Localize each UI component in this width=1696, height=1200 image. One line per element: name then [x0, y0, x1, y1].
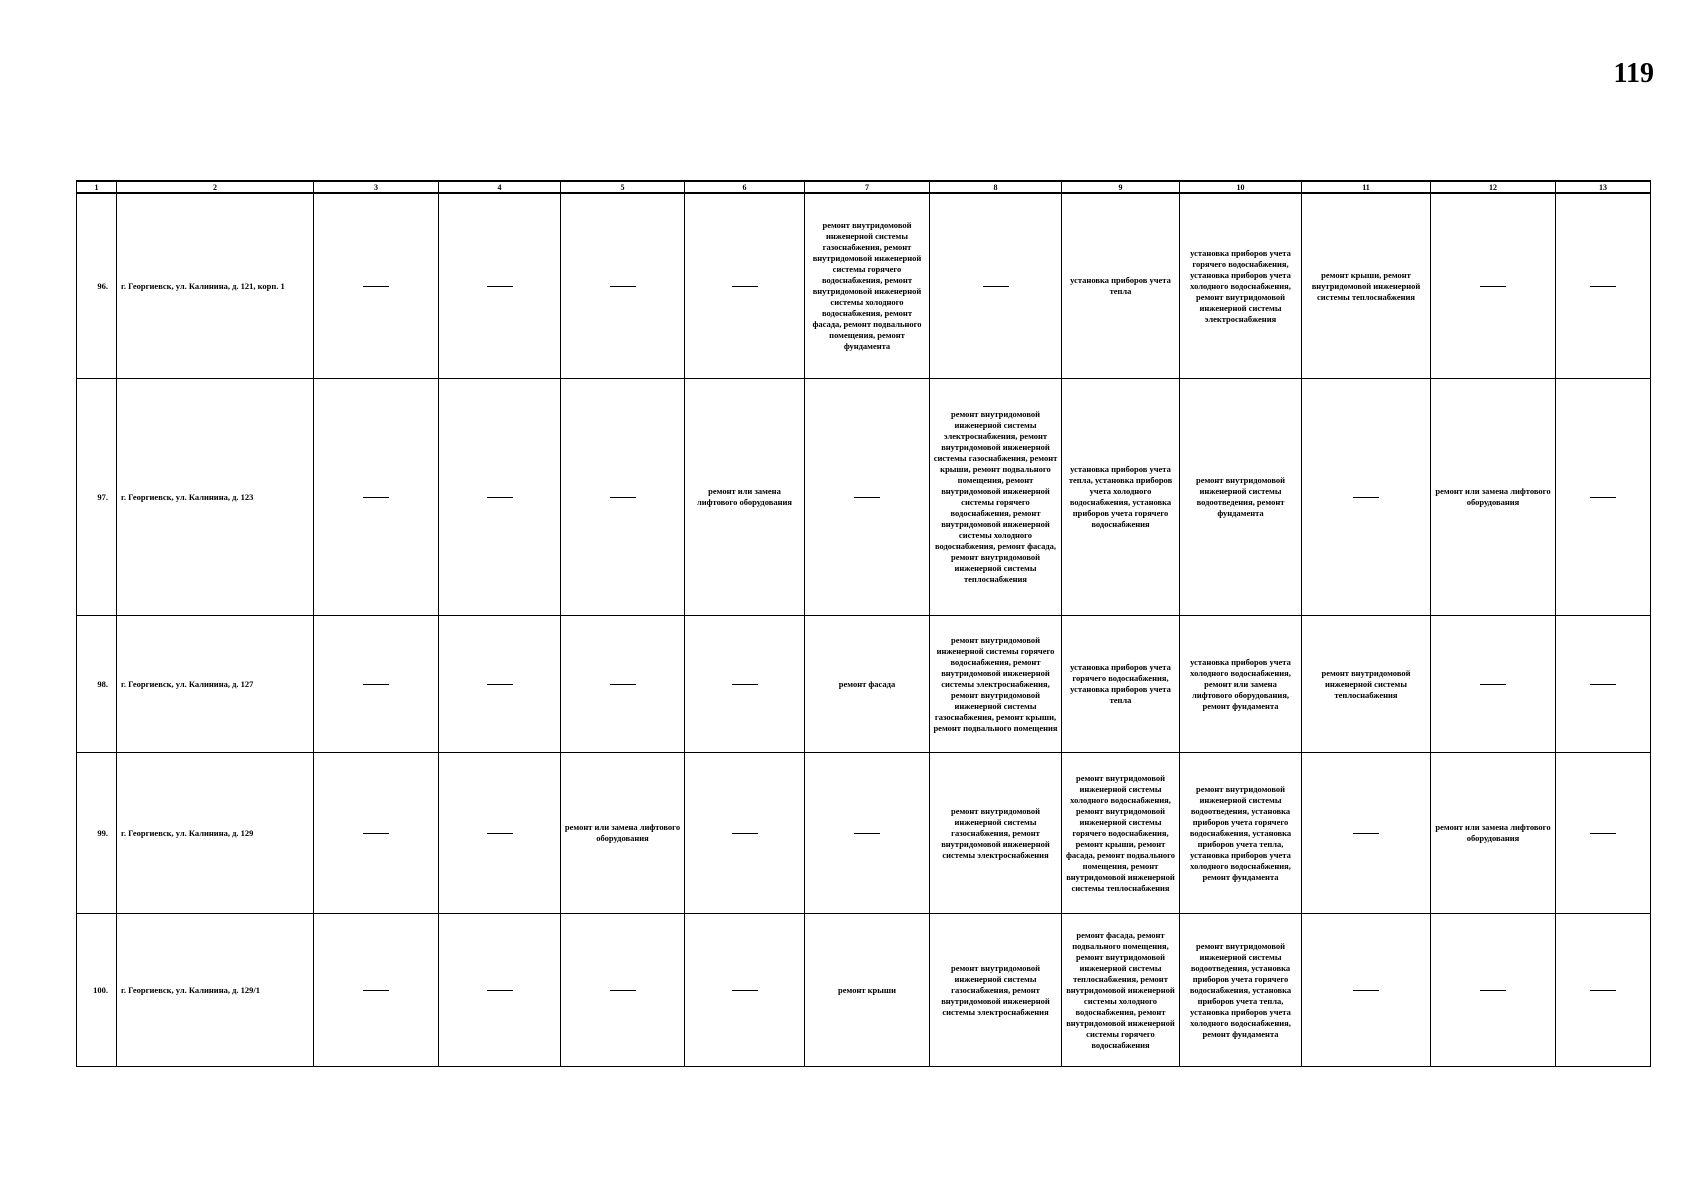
dash-mark	[487, 833, 513, 834]
dash-mark	[732, 286, 758, 287]
empty-cell	[314, 616, 439, 753]
empty-cell	[1556, 616, 1651, 753]
page-number: 119	[1613, 58, 1654, 89]
column-header: 11	[1302, 181, 1431, 193]
column-header: 10	[1180, 181, 1302, 193]
empty-cell	[1302, 914, 1431, 1067]
empty-cell	[1556, 193, 1651, 379]
repair-schedule-table	[76, 180, 1651, 1067]
work-cell: ремонт или замена лифтового оборудования	[1431, 379, 1556, 616]
dash-mark	[1353, 833, 1379, 834]
address-cell: г. Георгиевск, ул. Калинина, д. 127	[117, 616, 314, 753]
dash-mark	[854, 833, 880, 834]
row-number: 100.	[77, 914, 117, 1067]
dash-mark	[487, 286, 513, 287]
work-cell: установка приборов учета тепла, установка приборов учета холодного водоснабжения, установка приборов учета горячего водоснабжения	[1062, 379, 1180, 616]
work-cell: ремонт внутридомовой инженерной системы газоснабжения, ремонт внутридомовой инженерной системы электроснабжения	[930, 753, 1062, 914]
work-cell: ремонт внутридомовой инженерной системы водоотведения, установка приборов учета горячего водоснабжения, установка приборов учета тепла, установка приборов учета холодного водоснабжения, ремонт фундамента	[1180, 753, 1302, 914]
work-cell: ремонт внутридомовой инженерной системы электроснабжения, ремонт внутридомовой инженерной системы газоснабжения, ремонт крыши, ремонт подвального помещения, ремонт внутридомовой инженерной системы горячего водоснабжения, ремонт внутридомовой инженерной системы холодного водоснабжения, ремонт фасада, ремонт внутридомовой инженерной системы теплоснабжения	[930, 379, 1062, 616]
dash-mark	[610, 990, 636, 991]
column-number-header	[77, 181, 1651, 193]
dash-mark	[1353, 497, 1379, 498]
column-header: 7	[805, 181, 930, 193]
column-header: 9	[1062, 181, 1180, 193]
work-cell: ремонт крыши, ремонт внутридомовой инженерной системы теплоснабжения	[1302, 193, 1431, 379]
dash-mark	[363, 286, 389, 287]
work-cell: ремонт или замена лифтового оборудования	[1431, 753, 1556, 914]
work-cell: установка приборов учета холодного водоснабжения, ремонт или замена лифтового оборудования, ремонт фундамента	[1180, 616, 1302, 753]
dash-mark	[732, 990, 758, 991]
empty-cell	[1556, 379, 1651, 616]
work-cell: ремонт фасада	[805, 616, 930, 753]
empty-cell	[685, 193, 805, 379]
column-header: 3	[314, 181, 439, 193]
dash-mark	[983, 286, 1009, 287]
dash-mark	[610, 286, 636, 287]
dash-mark	[854, 497, 880, 498]
empty-cell	[1556, 914, 1651, 1067]
empty-cell	[314, 379, 439, 616]
empty-cell	[685, 616, 805, 753]
dash-mark	[1590, 497, 1616, 498]
empty-cell	[314, 753, 439, 914]
work-cell: ремонт или замена лифтового оборудования	[685, 379, 805, 616]
work-cell: ремонт крыши	[805, 914, 930, 1067]
empty-cell	[805, 753, 930, 914]
column-header: 4	[439, 181, 561, 193]
address-cell: г. Георгиевск, ул. Калинина, д. 129	[117, 753, 314, 914]
dash-mark	[1353, 990, 1379, 991]
empty-cell	[561, 914, 685, 1067]
empty-cell	[1556, 753, 1651, 914]
work-cell: ремонт внутридомовой инженерной системы холодного водоснабжения, ремонт внутридомовой инженерной системы горячего водоснабжения, ремонт крыши, ремонт фасада, ремонт подвального помещения, ремонт внутридомовой инженерной системы теплоснабжения	[1062, 753, 1180, 914]
work-cell: ремонт внутридомовой инженерной системы водоотведения, ремонт фундамента	[1180, 379, 1302, 616]
empty-cell	[1431, 616, 1556, 753]
dash-mark	[363, 497, 389, 498]
column-header: 6	[685, 181, 805, 193]
dash-mark	[610, 497, 636, 498]
work-cell: ремонт или замена лифтового оборудования	[561, 753, 685, 914]
dash-mark	[1590, 286, 1616, 287]
row-number: 96.	[77, 193, 117, 379]
empty-cell	[805, 379, 930, 616]
dash-mark	[1480, 684, 1506, 685]
column-header: 2	[117, 181, 314, 193]
table-row	[77, 379, 1651, 616]
work-cell: установка приборов учета горячего водоснабжения, установка приборов учета холодного водоснабжения, ремонт внутридомовой инженерной системы электроснабжения	[1180, 193, 1302, 379]
dash-mark	[1590, 990, 1616, 991]
address-cell: г. Георгиевск, ул. Калинина, д. 129/1	[117, 914, 314, 1067]
table-row	[77, 753, 1651, 914]
dash-mark	[487, 990, 513, 991]
work-cell: установка приборов учета горячего водоснабжения, установка приборов учета тепла	[1062, 616, 1180, 753]
dash-mark	[732, 684, 758, 685]
empty-cell	[1302, 753, 1431, 914]
empty-cell	[439, 379, 561, 616]
dash-mark	[610, 684, 636, 685]
table-row	[77, 616, 1651, 753]
column-header: 5	[561, 181, 685, 193]
dash-mark	[1590, 833, 1616, 834]
empty-cell	[561, 379, 685, 616]
column-header: 8	[930, 181, 1062, 193]
row-number: 99.	[77, 753, 117, 914]
empty-cell	[685, 914, 805, 1067]
empty-cell	[930, 193, 1062, 379]
work-cell: ремонт внутридомовой инженерной системы горячего водоснабжения, ремонт внутридомовой инженерной системы электроснабжения, ремонт внутридомовой инженерной системы газоснабжения, ремонт крыши, ремонт подвального помещения	[930, 616, 1062, 753]
empty-cell	[314, 914, 439, 1067]
table-row	[77, 193, 1651, 379]
dash-mark	[732, 833, 758, 834]
empty-cell	[314, 193, 439, 379]
empty-cell	[1431, 193, 1556, 379]
dash-mark	[363, 684, 389, 685]
dash-mark	[1480, 990, 1506, 991]
empty-cell	[439, 753, 561, 914]
work-cell: ремонт внутридомовой инженерной системы водоотведения, установка приборов учета горячего водоснабжения, установка приборов учета тепла, установка приборов учета холодного водоснабжения, ремонт фундамента	[1180, 914, 1302, 1067]
column-header: 1	[77, 181, 117, 193]
work-cell: ремонт внутридомовой инженерной системы теплоснабжения	[1302, 616, 1431, 753]
empty-cell	[561, 193, 685, 379]
dash-mark	[1480, 286, 1506, 287]
dash-mark	[363, 833, 389, 834]
column-header: 13	[1556, 181, 1651, 193]
empty-cell	[439, 914, 561, 1067]
dash-mark	[487, 497, 513, 498]
empty-cell	[685, 753, 805, 914]
address-cell: г. Георгиевск, ул. Калинина, д. 123	[117, 379, 314, 616]
empty-cell	[439, 616, 561, 753]
table-row	[77, 914, 1651, 1067]
work-cell: установка приборов учета тепла	[1062, 193, 1180, 379]
work-cell: ремонт внутридомовой инженерной системы газоснабжения, ремонт внутридомовой инженерной системы электроснабжения	[930, 914, 1062, 1067]
empty-cell	[1302, 379, 1431, 616]
address-cell: г. Георгиевск, ул. Калинина, д. 121, корп. 1	[117, 193, 314, 379]
row-number: 97.	[77, 379, 117, 616]
empty-cell	[439, 193, 561, 379]
work-cell: ремонт внутридомовой инженерной системы газоснабжения, ремонт внутридомовой инженерной системы горячего водоснабжения, ремонт внутридомовой инженерной системы холодного водоснабжения, ремонт фасада, ремонт подвального помещения, ремонт фундамента	[805, 193, 930, 379]
dash-mark	[363, 990, 389, 991]
column-header: 12	[1431, 181, 1556, 193]
dash-mark	[1590, 684, 1616, 685]
dash-mark	[487, 684, 513, 685]
row-number: 98.	[77, 616, 117, 753]
work-cell: ремонт фасада, ремонт подвального помещения, ремонт внутридомовой инженерной системы теплоснабжения, ремонт внутридомовой инженерной системы холодного водоснабжения, ремонт внутридомовой инженерной системы горячего водоснабжения	[1062, 914, 1180, 1067]
empty-cell	[1431, 914, 1556, 1067]
empty-cell	[561, 616, 685, 753]
